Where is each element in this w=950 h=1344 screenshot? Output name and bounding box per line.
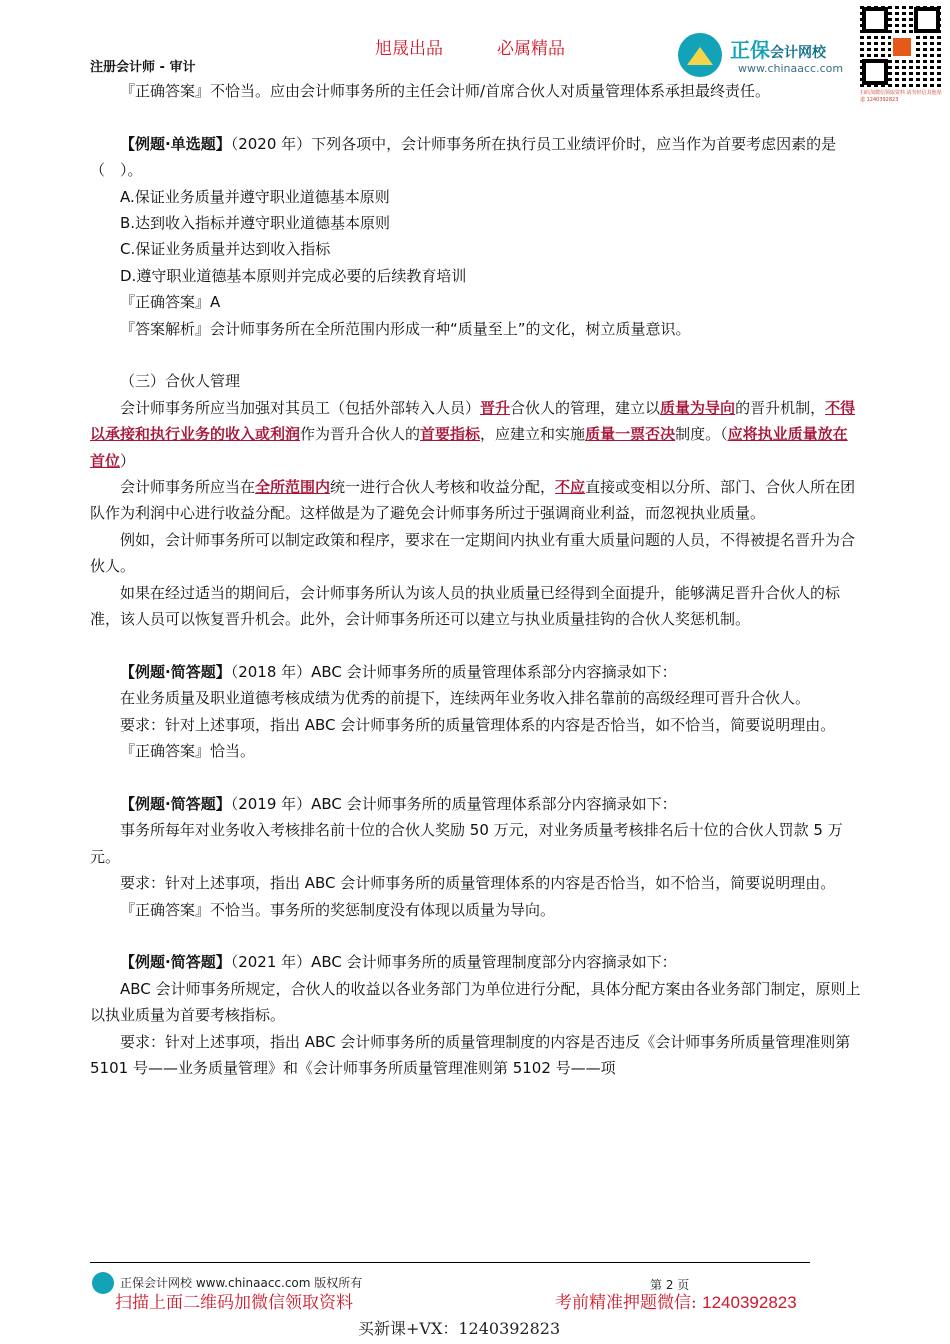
- highlight-text: 质量一票否决: [585, 425, 676, 444]
- logo-name-main: 正保: [730, 38, 770, 62]
- scan-qr-text: 扫描上面二维码加微信领取资料: [115, 1293, 353, 1313]
- requirement: 要求：针对上述事项，指出 ABC 会计师事务所的质量管理体系的内容是否恰当，如不恰当，简要说明理由。: [120, 715, 836, 734]
- option-b: B.达到收入指标并遵守职业道德基本原则: [120, 214, 391, 233]
- promo-left: 旭晟出品: [375, 39, 443, 59]
- page-number: 第 2 页: [650, 1278, 690, 1292]
- text: ）: [120, 451, 136, 470]
- requirement: 要求：针对上述事项，指出 ABC 会计师事务所的质量管理制度的内容是否违反《会计师事务所质量管理准则第 5101 号——业务质量管理》和《会计师事务所质量管理准则第 5102 号——项: [90, 1032, 851, 1077]
- highlight-text: 应将执业质量放在首位: [90, 425, 848, 470]
- case-text: 在业务质量及职业道德考核成绩为优秀的前提下，连续两年业务收入排名靠前的高级经理可晋升合伙人。: [120, 689, 811, 708]
- analysis: 『答案解析』会计师事务所在全所范围内形成一种“质量至上”的文化，树立质量意识。: [120, 319, 691, 338]
- question-text: （2019 年）ABC 会计师事务所的质量管理体系部分内容摘录如下：: [230, 794, 677, 813]
- question-label: 【例题·简答题】: [120, 794, 231, 813]
- text: ，应建立和实施: [480, 425, 586, 444]
- question-text: （2021 年）ABC 会计师事务所的质量管理制度部分内容摘录如下：: [230, 953, 677, 972]
- answer: 『正确答案』恰当。: [120, 742, 256, 761]
- footer-divider: [90, 1262, 810, 1263]
- question-label: 【例题·单选题】: [120, 134, 231, 153]
- question-label: 【例题·简答题】: [120, 662, 231, 681]
- cta-text: 考前精准押题微信:: [555, 1293, 697, 1313]
- logo-url: www.chinaacc.com: [738, 62, 844, 75]
- highlight-text: 首要指标: [420, 425, 481, 444]
- question-4: [90, 949, 862, 975]
- question-3: [90, 791, 862, 817]
- highlight-text: 不应: [555, 478, 586, 497]
- qr-code-icon[interactable]: [860, 5, 942, 87]
- chinaacc-logo: [678, 30, 853, 80]
- question-2: [90, 659, 862, 685]
- text: 作为晋升合伙人的: [300, 425, 421, 444]
- option-c: C.保证业务质量并达到收入指标: [120, 240, 331, 259]
- qr-caption: 扫码加微信领取资料 请勿轻信其他渠道 1240392823: [860, 90, 942, 103]
- requirement: 要求：针对上述事项，指出 ABC 会计师事务所的质量管理体系的内容是否恰当，如不恰当，简要说明理由。: [120, 874, 836, 893]
- text: 的晋升机制，: [735, 398, 826, 417]
- section-paragraph-2: [90, 474, 862, 527]
- highlight-text: 全所范围内: [255, 478, 331, 497]
- highlight-text: 不得以承接和执行业务的收入或利润: [90, 398, 856, 444]
- text: 会计师事务所应当加强对其员工（包括外部转入人员）: [120, 398, 481, 417]
- cta-number: 1240392823: [702, 1293, 797, 1312]
- subject-header: 注册会计师 - 审计: [90, 60, 196, 75]
- document-body: [90, 78, 862, 1081]
- promo-right: 必属精品: [497, 39, 565, 59]
- footer-logo-icon: [92, 1272, 114, 1294]
- answer: 『正确答案』A: [120, 293, 221, 312]
- section-paragraph-3: 例如，会计师事务所可以制定政策和程序，要求在一定期间内执业有重大质量问题的人员，不得被提名晋升为合伙人。: [90, 530, 856, 576]
- section-title: （三）合伙人管理: [120, 372, 241, 391]
- logo-name: [730, 34, 826, 63]
- question-label: 【例题·简答题】: [120, 953, 231, 972]
- answer: 『正确答案』不恰当。事务所的奖惩制度没有体现以质量为导向。: [120, 900, 556, 919]
- paragraph: 『正确答案』不恰当。应由会计师事务所的主任会计师/首席合伙人对质量管理体系承担最终责任。: [120, 82, 771, 100]
- text: 统一进行合伙人考核和收益分配，: [330, 478, 556, 497]
- case-text: ABC 会计师事务所规定，合伙人的收益以各业务部门为单位进行分配，具体分配方案由各业务部门制定，原则上以执业质量为首要考核指标。: [90, 979, 861, 1025]
- text: 制度。（: [675, 425, 728, 444]
- option-a: A.保证业务质量并遵守职业道德基本原则: [120, 187, 390, 206]
- case-text: 事务所每年对业务收入考核排名前十位的合伙人奖励 50 万元，对业务质量考核排名后十位的合伙人罚款 5 万元。: [90, 821, 843, 866]
- option-d: D.遵守职业道德基本原则并完成必要的后续教育培训: [120, 266, 467, 285]
- question-text: （2018 年）ABC 会计师事务所的质量管理体系部分内容摘录如下：: [230, 662, 677, 681]
- text: 合伙人的管理，建立以: [510, 398, 661, 417]
- highlight-text: 晋升: [480, 398, 511, 417]
- footer-site: 正保会计网校 www.chinaacc.com 版权所有: [120, 1276, 363, 1290]
- question-1: [90, 131, 862, 184]
- logo-mark-icon: [678, 33, 722, 77]
- question-text: （2020 年）下列各项中，会计师事务所在执行员工业绩评价时，应当作为首要考虑因素的是（ ）。: [90, 134, 837, 180]
- text: 会计师事务所应当在: [120, 478, 256, 497]
- wechat-cta: [555, 1288, 797, 1313]
- section-paragraph-1: [90, 395, 862, 474]
- text: 直接或变相以分所、部门、合伙人所在团队作为利润中心进行收益分配。这样做是为了避免会计师事务所过于强调商业利益，而忽视执业质量。: [90, 478, 856, 523]
- buy-course-text: 买新课+VX：1240392823: [358, 1319, 561, 1338]
- logo-name-suffix: 会计网校: [770, 45, 826, 61]
- highlight-text: 质量为导向: [660, 398, 736, 417]
- section-paragraph-4: 如果在经过适当的期间后，会计师事务所认为该人员的执业质量已经得到全面提升，能够满足晋升合伙人的标准，该人员可以恢复晋升机会。此外，会计师事务所还可以建立与执业质量挂钩的合伙人奖惩机制。: [90, 583, 841, 629]
